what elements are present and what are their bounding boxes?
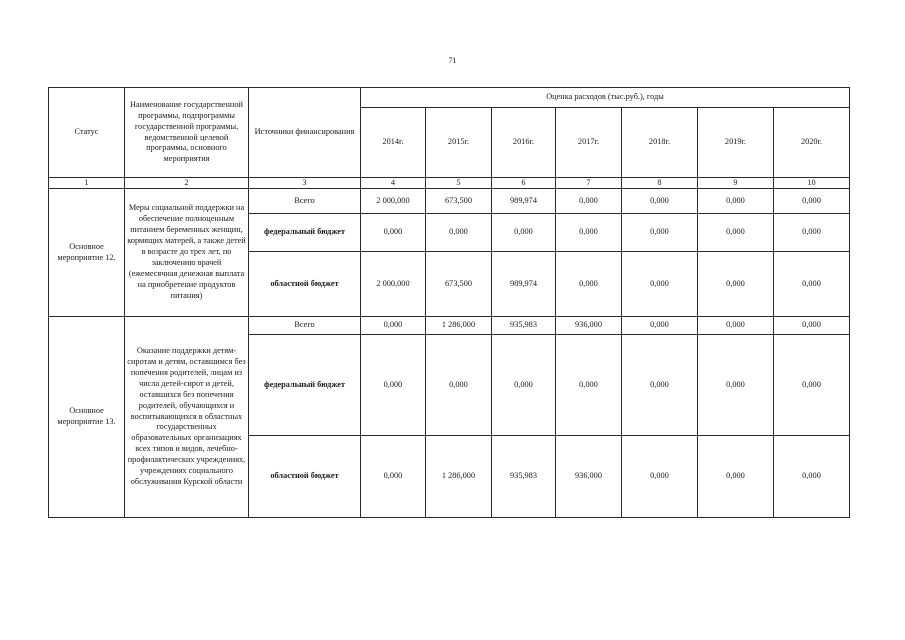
header-sources: Источники финансирования xyxy=(249,88,361,178)
header-year: 2014г. xyxy=(361,108,426,178)
header-status: Статус xyxy=(49,88,125,178)
source-cell: Всего xyxy=(249,317,361,335)
value-cell: 2 000,000 xyxy=(361,189,426,214)
value-cell: 0,000 xyxy=(361,317,426,335)
source-cell: федеральный бюджет xyxy=(249,214,361,252)
table-row xyxy=(49,189,850,214)
value-cell: 0,000 xyxy=(774,189,850,214)
value-cell: 0,000 xyxy=(492,335,556,436)
value-cell: 936,000 xyxy=(556,436,622,518)
header-year: 2019г. xyxy=(698,108,774,178)
value-cell: 0,000 xyxy=(622,252,698,317)
value-cell: 936,000 xyxy=(556,317,622,335)
header-year: 2016г. xyxy=(492,108,556,178)
value-cell: 0,000 xyxy=(698,335,774,436)
value-cell: 0,000 xyxy=(774,436,850,518)
header-year: 2018г. xyxy=(622,108,698,178)
value-cell: 0,000 xyxy=(774,252,850,317)
header-year: 2015г. xyxy=(426,108,492,178)
header-year: 2020г. xyxy=(774,108,850,178)
value-cell: 0,000 xyxy=(698,189,774,214)
column-number: 7 xyxy=(556,178,622,189)
value-cell: 2 000,000 xyxy=(361,252,426,317)
value-cell: 0,000 xyxy=(492,214,556,252)
expenditure-table xyxy=(48,87,850,518)
column-number: 6 xyxy=(492,178,556,189)
column-number: 9 xyxy=(698,178,774,189)
value-cell: 0,000 xyxy=(426,214,492,252)
value-cell: 673,500 xyxy=(426,252,492,317)
value-cell: 1 286,000 xyxy=(426,436,492,518)
value-cell: 0,000 xyxy=(556,335,622,436)
value-cell: 0,000 xyxy=(698,317,774,335)
column-number: 4 xyxy=(361,178,426,189)
column-number: 5 xyxy=(426,178,492,189)
value-cell: 0,000 xyxy=(622,317,698,335)
header-year: 2017г. xyxy=(556,108,622,178)
value-cell: 989,974 xyxy=(492,252,556,317)
column-number-row xyxy=(49,178,850,189)
value-cell: 0,000 xyxy=(361,214,426,252)
header-estimate: Оценка расходов (тыс.руб.), годы xyxy=(361,88,850,108)
column-number: 10 xyxy=(774,178,850,189)
value-cell: 0,000 xyxy=(698,252,774,317)
value-cell: 0,000 xyxy=(698,214,774,252)
column-number: 1 xyxy=(49,178,125,189)
value-cell: 0,000 xyxy=(774,214,850,252)
header-name: Наименование государственной программы, подпрограммы государственной программы, ведомственной целевой программы, основного мероприятия xyxy=(125,88,249,178)
value-cell: 989,974 xyxy=(492,189,556,214)
value-cell: 0,000 xyxy=(774,317,850,335)
activity-status: Основное мероприятие 13. xyxy=(49,317,125,518)
value-cell: 0,000 xyxy=(622,335,698,436)
value-cell: 0,000 xyxy=(556,252,622,317)
value-cell: 0,000 xyxy=(556,189,622,214)
source-cell: Всего xyxy=(249,189,361,214)
value-cell: 0,000 xyxy=(426,335,492,436)
value-cell: 0,000 xyxy=(361,335,426,436)
source-cell: областной бюджет xyxy=(249,436,361,518)
value-cell: 935,983 xyxy=(492,317,556,335)
value-cell: 0,000 xyxy=(622,189,698,214)
column-number: 2 xyxy=(125,178,249,189)
value-cell: 935,983 xyxy=(492,436,556,518)
column-number: 3 xyxy=(249,178,361,189)
header-row-1 xyxy=(49,88,850,108)
value-cell: 1 286,000 xyxy=(426,317,492,335)
activity-description: Оказание поддержки детям-сиротам и детям, оставшимся без попечения родителей, лицам из числа детей-сирот и детей, оставшихся без попечения родителей, обучающихся и воспитывающихся в областных государственных образовательных организациях всех типов и видов, лечебно-профилактических учреждениях, учреждениях социального обслуживания Курской области xyxy=(125,317,249,518)
value-cell: 0,000 xyxy=(622,436,698,518)
value-cell: 0,000 xyxy=(556,214,622,252)
value-cell: 0,000 xyxy=(698,436,774,518)
page-number: 71 xyxy=(448,56,457,65)
source-cell: федеральный бюджет xyxy=(249,335,361,436)
table-row xyxy=(49,317,850,335)
activity-status: Основное мероприятие 12. xyxy=(49,189,125,317)
source-cell: областной бюджет xyxy=(249,252,361,317)
value-cell: 0,000 xyxy=(361,436,426,518)
activity-description: Меры социальной поддержки на обеспечение полноценным питанием беременных женщин, кормящих матерей, а также детей в возрасте до трех лет, по заключению врачей (ежемесячная денежная выплата на приобретение продуктов питания) xyxy=(125,189,249,317)
value-cell: 673,500 xyxy=(426,189,492,214)
column-number: 8 xyxy=(622,178,698,189)
value-cell: 0,000 xyxy=(774,335,850,436)
value-cell: 0,000 xyxy=(622,214,698,252)
